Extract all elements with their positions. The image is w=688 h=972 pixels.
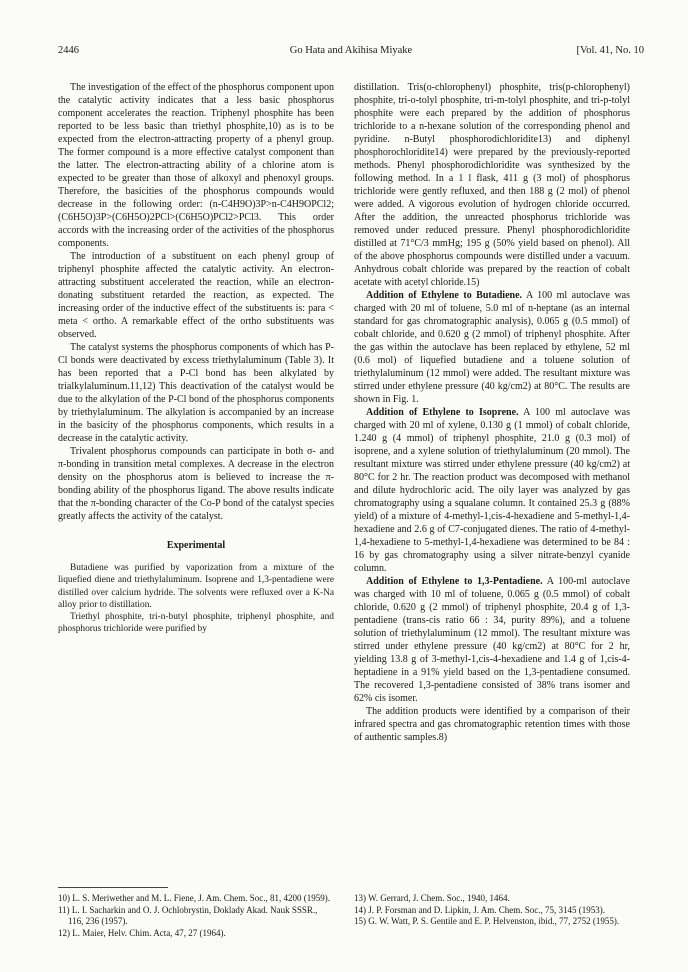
footnote-12: 12) L. Maier, Helv. Chim. Acta, 47, 27 (1964). (58, 927, 226, 938)
section-title-experimental: Experimental (166, 540, 226, 551)
paragraph-synthesis: distillation. Tris(o-chlorophenyl) phosphite, tris(p-chlorophenyl) phosphite, tri-o-tolyl phosphite, tri-m-tolyl phosphite, and tri-p-tolyl phosphite were each prepared by the addition of phosphorus trichloride to a n-hexane solution of the corresponding phenol and pyridine. n-Butyl phosphorodichloridite13) and diphenyl phosphorochloridite14) were prepared by the previously-reported methods. Phenyl phosphorodichloridite was synthesized by the following method. In a 1 l flask, 411 g (3 mol) of phosphorus trichloride were gently refluxed, and then 188 g (2 mol) of phenol were added. A vigorous evolution of hydrogen chloride occurred. After the addition, the unreacted phosphorus trichloride was removed under reduced pressure. Phenyl phosphorodichloridite distilled at 71°C/3 mmHg; 195 g (50% yield based on phenol). All of the above phosphorus compounds were distilled under a vacuum. Anhydrous cobalt chloride was prepared by the reaction of cobalt acetate with acetyl chloride.15) (354, 82, 630, 288)
footnote-13: 13) W. Gerrard, J. Chem. Soc., 1940, 1464. (354, 893, 510, 903)
page-number: 2446 (58, 45, 79, 56)
paragraph-pentadiene (354, 575, 630, 705)
paragraph-substituent: The introduction of a substituent on each phenyl group of triphenyl phosphite affected the catalytic activity. An electron-attracting substituent accelerated the reaction, while an electron-donating substituent retarded the reaction, as expected. The increasing order of the inductive effect of the substituents is: para < meta < ortho. A remarkable effect of the ortho substituents was observed. (58, 251, 334, 340)
run-in-heading-isoprene: Addition of Ethylene to Isoprene. (366, 407, 519, 418)
footnotes-right (354, 893, 630, 928)
footnote-15: 15) G. W. Watt, P. S. Gentile and E. P. Helvenston, ibid., 77, 2752 (1955). (354, 916, 620, 926)
paragraph-deactivation: The catalyst systems the phosphorus components of which has P-Cl bonds were deactivated by excess triethylaluminum (Table 3). It has been reported that a P-Cl bond has been alkylated by trialkylaluminum.11,12) This deactivation of the catalyst would be due to the alkylation of the P-Cl bond of the phosphorus components by triethylaluminum. The alkylation is accompanied by an increase in the basicity of the phosphorus components, which results in a decrease in the catalytic activity. (58, 342, 334, 444)
paragraph-butadiene (354, 289, 630, 406)
running-authors: Go Hata and Akihisa Miyake (289, 45, 413, 56)
footnote-rule (58, 887, 168, 888)
volume-info: [Vol. 41, No. 10 (576, 45, 644, 56)
left-column (58, 81, 334, 881)
footnote-11: 11) L. I. Sacharkin and O. J. Ochlobrystin, Doklady Akad. Nauk SSSR., 116, 236 (1957). (58, 904, 318, 926)
paragraph-purification: Butadiene was purified by vaporization from a mixture of the liquefied diene and triethylaluminum. Isoprene and 1,3-pentadiene were distilled over calcium hydride. The solvents were refluxed over a K-Na alloy prior to distillation. (58, 563, 334, 610)
footnotes-left (58, 893, 334, 939)
run-in-heading-pentadiene: Addition of Ethylene to 1,3-Pentadiene. (366, 576, 543, 587)
text-pentadiene: A 100-ml autoclave was charged with 10 ml of toluene, 0.065 g (0.5 mmol) of cobalt chloride, 0.620 g (2 mmol) of triphenyl phosphite, 20.4 g of 1,3-pentadiene (trans-cis ratio 66 : 34, purity 89%), and a toluene solution of triethylaluminum (12 mmol). The resultant mixture was stirred under ethylene pressure (40 kg/cm2) at 80°C for 2 hr, yielding 13.8 g of 3-methyl-1,cis-4-hexadiene and 1.4 g of 1,cis-4-heptadiene in a 91% yield based on the 1,3-pentadiene consumed. The recovered 1,3-pentadiene consisted of 38% trans isomer and 62% cis isomer. (354, 576, 630, 704)
paragraph-basicity: The investigation of the effect of the phosphorus component upon the catalytic activity indicates that a less basic phosphorus component accelerates the reaction. Triphenyl phosphite has been reported to be less basic than triethyl phosphite,10) as is to be expected from the electron-attracting property of a phenyl group. The former compound is a more effective catalyst component than the latter. The electron-attracting ability of a chlorine atom is expected to be greater than those of alkoxyl and phenoxyl groups. Therefore, the basicities of the phosphorus compounds would decrease in the following order: (n-C4H9O)3P>n-C4H9OPCl2; (C6H5O)3P>(C6H5O)2PCl>(C6H5O)PCl2>PCl3. This order accords with the increasing order of the activities of the phosphorus components. (58, 82, 334, 249)
paragraph-identification: The addition products were identified by a comparison of their infrared spectra and gas chromatographic retention times with those of authentic samples.8) (354, 706, 630, 743)
right-column (354, 81, 630, 881)
paragraph-isoprene (354, 406, 630, 575)
text-isoprene: A 100 ml autoclave was charged with 20 ml of xylene, 0.130 g (1 mmol) of cobalt chloride, 1.240 g (4 mmol) of triphenyl phosphite, 21.0 g (0.3 mol) of isoprene, and a xylene solution of triethylaluminum (20 mmol). The resultant mixture was stirred under ethylene pressure (40 kg/cm2) at 80°C for 2 hr. The reaction product was decomposed with methanol and dilute hydrochloric acid. The oily layer was analyzed by gas chromatography using a squalane column. It contained 25.3 g (88% yield) of a mixture of 4-methyl-1,cis-4-hexadiene and 5-methyl-1,4-hexadiene and 2.6 g of C7-conjugated dienes. The ratio of 4-methyl-1,4-hexadiene to 5-methyl-1,4-hexadiene was determined to be 84 : 16 by gas chromatography using a silver nitrate-benzyl cyanide column. (354, 407, 630, 574)
paragraph-pi-bonding: Trivalent phosphorus compounds can participate in both σ- and π-bonding in transition metal complexes. A decrease in the electron density on the phosphorus atom is believed to increase the π-bonding ability of the phosphorus ligand. The above results indicate that the π-bonding character of the Co-P bond of the catalyst species greatly affects the activity of the catalyst. (58, 446, 334, 522)
paragraph-phosphites: Triethyl phosphite, tri-n-butyl phosphite, triphenyl phosphite, and phosphorus trichloride were purified by (58, 612, 334, 635)
running-header (58, 45, 644, 61)
footnote-10: 10) L. S. Meriwether and M. L. Fiene, J. Am. Chem. Soc., 81, 4200 (1959). (58, 893, 330, 903)
run-in-heading-butadiene: Addition of Ethylene to Butadiene. (366, 290, 523, 301)
text-butadiene: A 100 ml autoclave was charged with 20 ml of toluene, 5.0 ml of n-heptane (as an internal standard for gas chromatographic analysis), 0.065 g (0.5 mmol) of cobalt chloride, and 0.620 g (2 mmol) of triphenyl phosphite. After the gas within the autoclave has been replaced by ethylene, 52 ml (0.6 mol) of liquefied butadiene and a toluene solution of triethylaluminum (12 mmol) were added. The resultant mixture was stirred under ethylene pressure (40 kg/cm2) at 80°C. The results are shown in Fig. 1. (354, 290, 630, 405)
footnote-14: 14) J. P. Forsman and D. Lipkin, J. Am. Chem. Soc., 75, 3145 (1953). (354, 904, 605, 915)
